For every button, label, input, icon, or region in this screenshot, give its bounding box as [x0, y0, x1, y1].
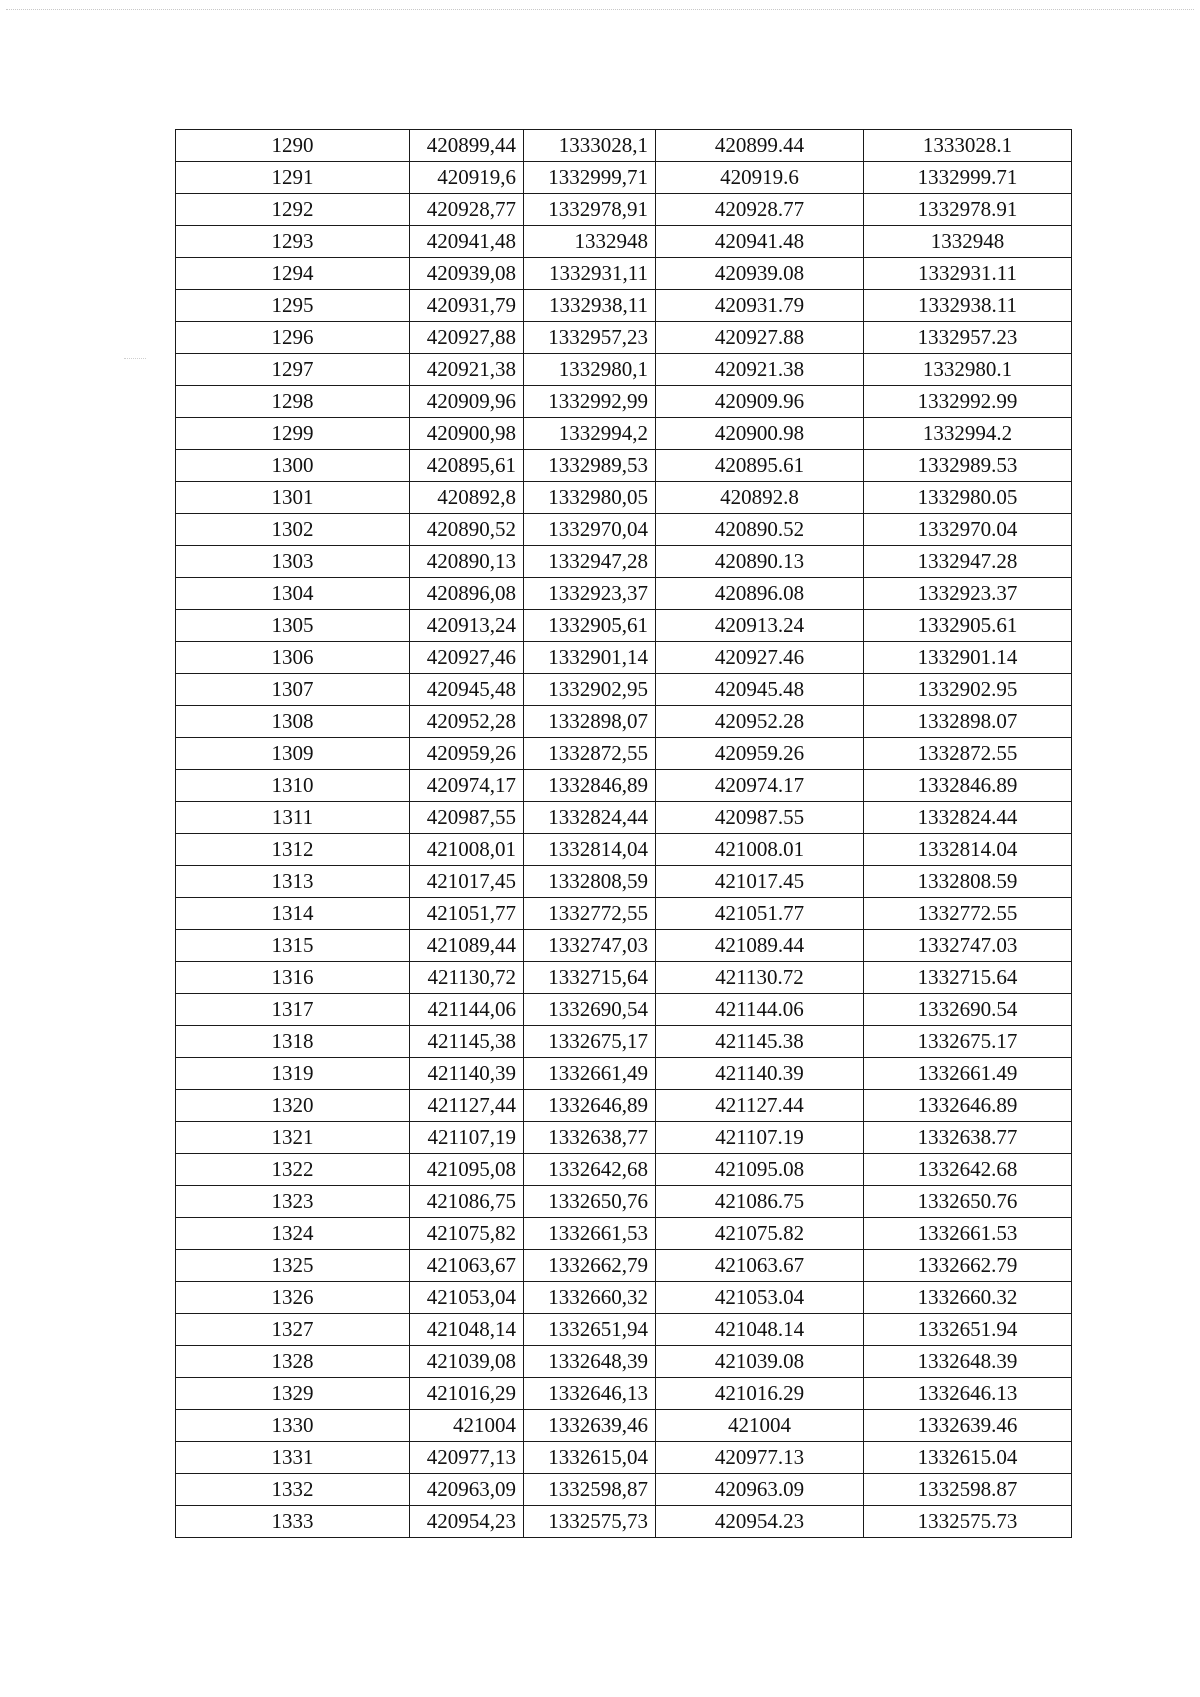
x-cell: 420896.08 — [656, 578, 864, 610]
table-row — [176, 386, 1072, 418]
y-ref-cell: 1332989,53 — [524, 450, 656, 482]
y-cell: 1332872.55 — [864, 738, 1072, 770]
x-ref-cell: 420928,77 — [410, 194, 524, 226]
y-ref-cell: 1332905,61 — [524, 610, 656, 642]
y-ref-cell: 1332980,1 — [524, 354, 656, 386]
scan-edge-line — [6, 9, 1194, 10]
table-row — [176, 610, 1072, 642]
point-number-cell: 1302 — [176, 514, 410, 546]
x-cell: 420931.79 — [656, 290, 864, 322]
y-ref-cell: 1332978,91 — [524, 194, 656, 226]
y-ref-cell: 1332575,73 — [524, 1506, 656, 1538]
x-ref-cell: 421008,01 — [410, 834, 524, 866]
x-ref-cell: 420959,26 — [410, 738, 524, 770]
table-row — [176, 546, 1072, 578]
point-number-cell: 1331 — [176, 1442, 410, 1474]
y-ref-cell: 1332646,13 — [524, 1378, 656, 1410]
point-number-cell: 1310 — [176, 770, 410, 802]
x-ref-cell: 421089,44 — [410, 930, 524, 962]
table-row — [176, 706, 1072, 738]
y-ref-cell: 1332814,04 — [524, 834, 656, 866]
x-cell: 421048.14 — [656, 1314, 864, 1346]
point-number-cell: 1298 — [176, 386, 410, 418]
scan-mark — [124, 358, 146, 359]
y-cell: 1332905.61 — [864, 610, 1072, 642]
y-cell: 1332970.04 — [864, 514, 1072, 546]
x-ref-cell: 420977,13 — [410, 1442, 524, 1474]
table-row — [176, 226, 1072, 258]
y-cell: 1332575.73 — [864, 1506, 1072, 1538]
y-cell: 1332994.2 — [864, 418, 1072, 450]
table-row — [176, 1506, 1072, 1538]
point-number-cell: 1291 — [176, 162, 410, 194]
x-ref-cell: 420952,28 — [410, 706, 524, 738]
y-ref-cell: 1332970,04 — [524, 514, 656, 546]
x-ref-cell: 420941,48 — [410, 226, 524, 258]
y-cell: 1332824.44 — [864, 802, 1072, 834]
y-cell: 1332650.76 — [864, 1186, 1072, 1218]
y-ref-cell: 1332902,95 — [524, 674, 656, 706]
y-ref-cell: 1332948 — [524, 226, 656, 258]
x-ref-cell: 421107,19 — [410, 1122, 524, 1154]
point-number-cell: 1309 — [176, 738, 410, 770]
point-number-cell: 1299 — [176, 418, 410, 450]
y-cell: 1332980.05 — [864, 482, 1072, 514]
x-cell: 420900.98 — [656, 418, 864, 450]
y-cell: 1332947.28 — [864, 546, 1072, 578]
y-ref-cell: 1332947,28 — [524, 546, 656, 578]
point-number-cell: 1332 — [176, 1474, 410, 1506]
x-cell: 421008.01 — [656, 834, 864, 866]
x-cell: 421063.67 — [656, 1250, 864, 1282]
table-row — [176, 450, 1072, 482]
x-ref-cell: 421140,39 — [410, 1058, 524, 1090]
y-ref-cell: 1332646,89 — [524, 1090, 656, 1122]
point-number-cell: 1306 — [176, 642, 410, 674]
y-ref-cell: 1332675,17 — [524, 1026, 656, 1058]
point-number-cell: 1330 — [176, 1410, 410, 1442]
x-cell: 420921.38 — [656, 354, 864, 386]
table-row — [176, 866, 1072, 898]
table-row — [176, 1218, 1072, 1250]
point-number-cell: 1313 — [176, 866, 410, 898]
table-row — [176, 418, 1072, 450]
point-number-cell: 1303 — [176, 546, 410, 578]
x-cell: 421089.44 — [656, 930, 864, 962]
point-number-cell: 1307 — [176, 674, 410, 706]
table-row — [176, 1186, 1072, 1218]
x-cell: 421017.45 — [656, 866, 864, 898]
y-ref-cell: 1332898,07 — [524, 706, 656, 738]
table-row — [176, 1154, 1072, 1186]
y-cell: 1332747.03 — [864, 930, 1072, 962]
y-cell: 1332846.89 — [864, 770, 1072, 802]
x-ref-cell: 421051,77 — [410, 898, 524, 930]
table-row — [176, 642, 1072, 674]
x-cell: 420899.44 — [656, 130, 864, 162]
y-cell: 1332598.87 — [864, 1474, 1072, 1506]
x-cell: 421086.75 — [656, 1186, 864, 1218]
point-number-cell: 1325 — [176, 1250, 410, 1282]
x-ref-cell: 421017,45 — [410, 866, 524, 898]
point-number-cell: 1312 — [176, 834, 410, 866]
x-ref-cell: 421130,72 — [410, 962, 524, 994]
table-row — [176, 1346, 1072, 1378]
y-ref-cell: 1332715,64 — [524, 962, 656, 994]
x-ref-cell: 420896,08 — [410, 578, 524, 610]
x-cell: 421016.29 — [656, 1378, 864, 1410]
x-ref-cell: 421048,14 — [410, 1314, 524, 1346]
table-row — [176, 322, 1072, 354]
table-row — [176, 290, 1072, 322]
x-ref-cell: 420919,6 — [410, 162, 524, 194]
x-ref-cell: 420899,44 — [410, 130, 524, 162]
y-cell: 1332898.07 — [864, 706, 1072, 738]
x-ref-cell: 420900,98 — [410, 418, 524, 450]
y-ref-cell: 1332690,54 — [524, 994, 656, 1026]
y-ref-cell: 1332980,05 — [524, 482, 656, 514]
x-cell: 420892.8 — [656, 482, 864, 514]
y-ref-cell: 1332662,79 — [524, 1250, 656, 1282]
x-cell: 421039.08 — [656, 1346, 864, 1378]
y-cell: 1332978.91 — [864, 194, 1072, 226]
point-number-cell: 1301 — [176, 482, 410, 514]
y-cell: 1332957.23 — [864, 322, 1072, 354]
table-row — [176, 1378, 1072, 1410]
table-row — [176, 258, 1072, 290]
y-cell: 1332923.37 — [864, 578, 1072, 610]
table-row — [176, 130, 1072, 162]
point-number-cell: 1318 — [176, 1026, 410, 1058]
y-ref-cell: 1332598,87 — [524, 1474, 656, 1506]
x-ref-cell: 420927,46 — [410, 642, 524, 674]
y-ref-cell: 1332661,53 — [524, 1218, 656, 1250]
point-number-cell: 1333 — [176, 1506, 410, 1538]
x-cell: 420952.28 — [656, 706, 864, 738]
point-number-cell: 1315 — [176, 930, 410, 962]
x-cell: 420928.77 — [656, 194, 864, 226]
x-ref-cell: 420927,88 — [410, 322, 524, 354]
table-row — [176, 578, 1072, 610]
point-number-cell: 1314 — [176, 898, 410, 930]
y-cell: 1332648.39 — [864, 1346, 1072, 1378]
y-ref-cell: 1332938,11 — [524, 290, 656, 322]
x-cell: 421144.06 — [656, 994, 864, 1026]
y-cell: 1332772.55 — [864, 898, 1072, 930]
point-number-cell: 1323 — [176, 1186, 410, 1218]
x-cell: 420927.46 — [656, 642, 864, 674]
x-cell: 421004 — [656, 1410, 864, 1442]
point-number-cell: 1319 — [176, 1058, 410, 1090]
table-row — [176, 1058, 1072, 1090]
y-ref-cell: 1332638,77 — [524, 1122, 656, 1154]
point-number-cell: 1295 — [176, 290, 410, 322]
x-cell: 420890.13 — [656, 546, 864, 578]
point-number-cell: 1311 — [176, 802, 410, 834]
point-number-cell: 1297 — [176, 354, 410, 386]
x-ref-cell: 420931,79 — [410, 290, 524, 322]
y-cell: 1332651.94 — [864, 1314, 1072, 1346]
y-ref-cell: 1332651,94 — [524, 1314, 656, 1346]
y-ref-cell: 1332650,76 — [524, 1186, 656, 1218]
x-ref-cell: 421039,08 — [410, 1346, 524, 1378]
table-row — [176, 802, 1072, 834]
y-ref-cell: 1332824,44 — [524, 802, 656, 834]
x-cell: 420890.52 — [656, 514, 864, 546]
point-number-cell: 1290 — [176, 130, 410, 162]
y-ref-cell: 1332615,04 — [524, 1442, 656, 1474]
x-cell: 420959.26 — [656, 738, 864, 770]
y-cell: 1332814.04 — [864, 834, 1072, 866]
y-ref-cell: 1332639,46 — [524, 1410, 656, 1442]
point-number-cell: 1326 — [176, 1282, 410, 1314]
point-number-cell: 1328 — [176, 1346, 410, 1378]
y-cell: 1332715.64 — [864, 962, 1072, 994]
y-ref-cell: 1332931,11 — [524, 258, 656, 290]
table-row — [176, 354, 1072, 386]
x-ref-cell: 420890,13 — [410, 546, 524, 578]
point-number-cell: 1324 — [176, 1218, 410, 1250]
y-cell: 1332999.71 — [864, 162, 1072, 194]
x-cell: 420974.17 — [656, 770, 864, 802]
y-ref-cell: 1332808,59 — [524, 866, 656, 898]
table-row — [176, 674, 1072, 706]
point-number-cell: 1320 — [176, 1090, 410, 1122]
x-cell: 421145.38 — [656, 1026, 864, 1058]
y-cell: 1333028.1 — [864, 130, 1072, 162]
x-ref-cell: 420909,96 — [410, 386, 524, 418]
x-cell: 420945.48 — [656, 674, 864, 706]
x-ref-cell: 420987,55 — [410, 802, 524, 834]
x-ref-cell: 421075,82 — [410, 1218, 524, 1250]
table-row — [176, 1090, 1072, 1122]
y-cell: 1332901.14 — [864, 642, 1072, 674]
y-cell: 1332980.1 — [864, 354, 1072, 386]
point-number-cell: 1293 — [176, 226, 410, 258]
y-ref-cell: 1332901,14 — [524, 642, 656, 674]
table-row — [176, 994, 1072, 1026]
x-ref-cell: 421004 — [410, 1410, 524, 1442]
y-cell: 1332642.68 — [864, 1154, 1072, 1186]
point-number-cell: 1322 — [176, 1154, 410, 1186]
table-row — [176, 1026, 1072, 1058]
point-number-cell: 1294 — [176, 258, 410, 290]
x-cell: 421051.77 — [656, 898, 864, 930]
y-cell: 1332808.59 — [864, 866, 1072, 898]
y-ref-cell: 1332992,99 — [524, 386, 656, 418]
x-ref-cell: 420890,52 — [410, 514, 524, 546]
table-row — [176, 1442, 1072, 1474]
point-number-cell: 1316 — [176, 962, 410, 994]
x-ref-cell: 421086,75 — [410, 1186, 524, 1218]
y-ref-cell: 1333028,1 — [524, 130, 656, 162]
x-cell: 421107.19 — [656, 1122, 864, 1154]
y-ref-cell: 1332642,68 — [524, 1154, 656, 1186]
y-ref-cell: 1332660,32 — [524, 1282, 656, 1314]
x-ref-cell: 420974,17 — [410, 770, 524, 802]
table-row — [176, 1250, 1072, 1282]
x-ref-cell: 420939,08 — [410, 258, 524, 290]
x-cell: 421130.72 — [656, 962, 864, 994]
point-number-cell: 1329 — [176, 1378, 410, 1410]
y-cell: 1332662.79 — [864, 1250, 1072, 1282]
y-ref-cell: 1332872,55 — [524, 738, 656, 770]
x-ref-cell: 420963,09 — [410, 1474, 524, 1506]
y-cell: 1332646.13 — [864, 1378, 1072, 1410]
y-cell: 1332615.04 — [864, 1442, 1072, 1474]
x-cell: 420927.88 — [656, 322, 864, 354]
y-cell: 1332661.53 — [864, 1218, 1072, 1250]
point-number-cell: 1305 — [176, 610, 410, 642]
y-ref-cell: 1332747,03 — [524, 930, 656, 962]
x-ref-cell: 420945,48 — [410, 674, 524, 706]
y-cell: 1332660.32 — [864, 1282, 1072, 1314]
x-cell: 420963.09 — [656, 1474, 864, 1506]
x-ref-cell: 421063,67 — [410, 1250, 524, 1282]
y-cell: 1332639.46 — [864, 1410, 1072, 1442]
x-cell: 421075.82 — [656, 1218, 864, 1250]
y-cell: 1332948 — [864, 226, 1072, 258]
y-ref-cell: 1332923,37 — [524, 578, 656, 610]
x-ref-cell: 421016,29 — [410, 1378, 524, 1410]
x-cell: 421140.39 — [656, 1058, 864, 1090]
x-cell: 420895.61 — [656, 450, 864, 482]
x-cell: 420913.24 — [656, 610, 864, 642]
y-cell: 1332690.54 — [864, 994, 1072, 1026]
y-cell: 1332675.17 — [864, 1026, 1072, 1058]
point-number-cell: 1296 — [176, 322, 410, 354]
x-ref-cell: 421095,08 — [410, 1154, 524, 1186]
y-ref-cell: 1332648,39 — [524, 1346, 656, 1378]
x-cell: 420909.96 — [656, 386, 864, 418]
x-ref-cell: 421053,04 — [410, 1282, 524, 1314]
point-number-cell: 1300 — [176, 450, 410, 482]
x-ref-cell: 421145,38 — [410, 1026, 524, 1058]
table-row — [176, 194, 1072, 226]
y-cell: 1332931.11 — [864, 258, 1072, 290]
point-number-cell: 1308 — [176, 706, 410, 738]
x-ref-cell: 420921,38 — [410, 354, 524, 386]
table-row — [176, 162, 1072, 194]
y-ref-cell: 1332661,49 — [524, 1058, 656, 1090]
y-cell: 1332938.11 — [864, 290, 1072, 322]
table-row — [176, 834, 1072, 866]
y-ref-cell: 1332846,89 — [524, 770, 656, 802]
x-ref-cell: 420895,61 — [410, 450, 524, 482]
point-number-cell: 1304 — [176, 578, 410, 610]
x-ref-cell: 421144,06 — [410, 994, 524, 1026]
x-ref-cell: 420913,24 — [410, 610, 524, 642]
x-cell: 420954.23 — [656, 1506, 864, 1538]
table-row — [176, 1282, 1072, 1314]
table-row — [176, 514, 1072, 546]
table-row — [176, 898, 1072, 930]
table-row — [176, 482, 1072, 514]
x-ref-cell: 421127,44 — [410, 1090, 524, 1122]
y-cell: 1332638.77 — [864, 1122, 1072, 1154]
x-cell: 420939.08 — [656, 258, 864, 290]
x-cell: 420941.48 — [656, 226, 864, 258]
coordinates-table — [175, 129, 1072, 1538]
y-ref-cell: 1332772,55 — [524, 898, 656, 930]
point-number-cell: 1292 — [176, 194, 410, 226]
y-cell: 1332902.95 — [864, 674, 1072, 706]
y-cell: 1332992.99 — [864, 386, 1072, 418]
x-ref-cell: 420954,23 — [410, 1506, 524, 1538]
point-number-cell: 1327 — [176, 1314, 410, 1346]
x-cell: 420987.55 — [656, 802, 864, 834]
table-row — [176, 1314, 1072, 1346]
table-row — [176, 1410, 1072, 1442]
y-ref-cell: 1332957,23 — [524, 322, 656, 354]
table-row — [176, 1474, 1072, 1506]
table-row — [176, 962, 1072, 994]
table-row — [176, 738, 1072, 770]
y-cell: 1332661.49 — [864, 1058, 1072, 1090]
x-cell: 421095.08 — [656, 1154, 864, 1186]
y-cell: 1332989.53 — [864, 450, 1072, 482]
table-row — [176, 930, 1072, 962]
x-cell: 421053.04 — [656, 1282, 864, 1314]
y-ref-cell: 1332994,2 — [524, 418, 656, 450]
table-row — [176, 770, 1072, 802]
y-ref-cell: 1332999,71 — [524, 162, 656, 194]
point-number-cell: 1321 — [176, 1122, 410, 1154]
x-cell: 421127.44 — [656, 1090, 864, 1122]
x-cell: 420919.6 — [656, 162, 864, 194]
y-cell: 1332646.89 — [864, 1090, 1072, 1122]
table-row — [176, 1122, 1072, 1154]
coordinates-table-body — [176, 130, 1072, 1538]
point-number-cell: 1317 — [176, 994, 410, 1026]
x-cell: 420977.13 — [656, 1442, 864, 1474]
x-ref-cell: 420892,8 — [410, 482, 524, 514]
